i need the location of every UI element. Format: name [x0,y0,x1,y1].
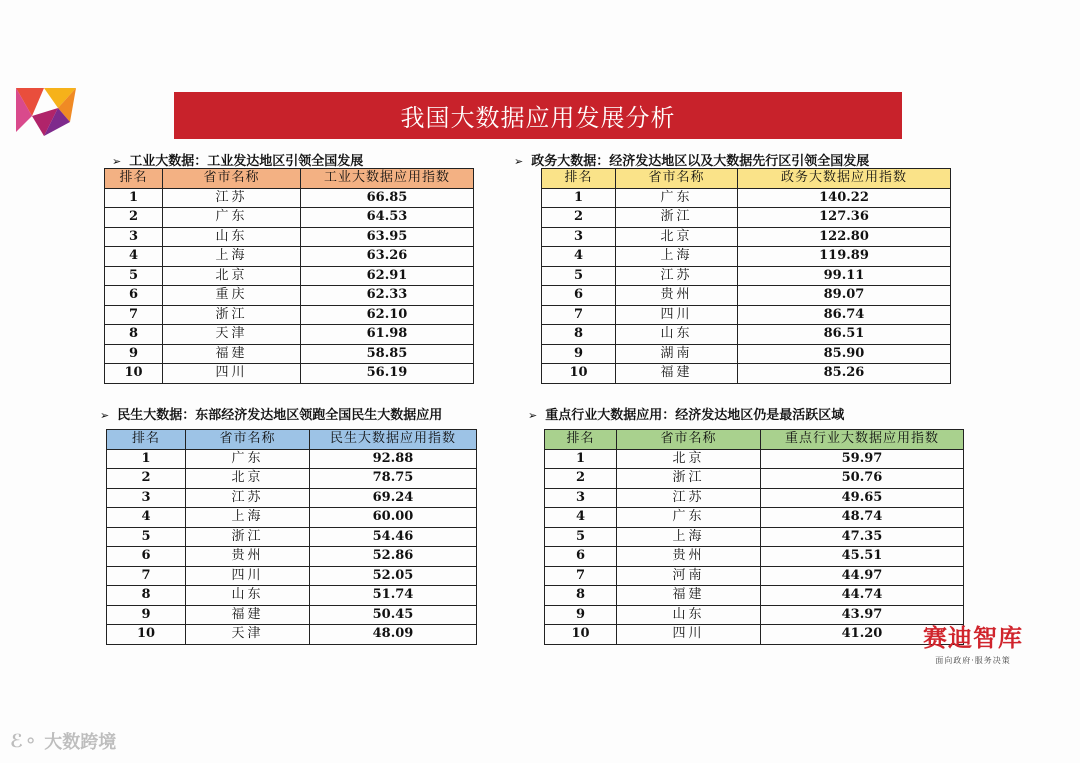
rank-cell: 2 [107,469,186,489]
province-cell: 浙江 [186,527,310,547]
rank-cell: 7 [107,566,186,586]
province-cell: 四川 [616,305,738,325]
index-value-cell: 119.89 [738,247,951,267]
province-cell: 山东 [186,586,310,606]
section-title-text: 民生大数据：东部经济发达地区领跑全国民生大数据应用 [117,408,443,423]
index-value-cell: 48.74 [761,508,964,528]
table-row [105,188,474,208]
table-row [545,566,964,586]
province-cell: 重庆 [163,286,301,306]
province-cell: 上海 [186,508,310,528]
table-header-row [542,169,951,189]
province-cell: 广东 [617,508,761,528]
province-cell: 北京 [617,449,761,469]
rank-cell: 9 [545,605,617,625]
province-cell: 福建 [163,344,301,364]
table-header-row [107,430,477,450]
index-value-cell: 63.26 [301,247,474,267]
rank-cell: 10 [107,625,186,645]
province-cell: 江苏 [163,188,301,208]
province-cell: 天津 [186,625,310,645]
arrow-icon: ➢ [100,409,110,422]
column-header: 省市名称 [163,169,301,189]
table-row [542,286,951,306]
table-row [105,325,474,345]
province-cell: 湖南 [616,344,738,364]
table-row [545,586,964,606]
brand-logo [908,618,1038,666]
province-cell: 浙江 [163,305,301,325]
province-cell: 浙江 [617,469,761,489]
table-header-row [545,430,964,450]
brand-name: 赛迪智库 [923,624,1023,652]
index-value-cell: 85.26 [738,364,951,384]
index-value-cell: 69.24 [310,488,477,508]
table-row [545,449,964,469]
rank-cell: 7 [105,305,163,325]
index-value-cell: 41.20 [761,625,964,645]
index-value-cell: 61.98 [301,325,474,345]
column-header: 排名 [545,430,617,450]
province-cell: 四川 [617,625,761,645]
table-row [542,247,951,267]
table-row [107,508,477,528]
index-value-cell: 62.91 [301,266,474,286]
column-header: 排名 [105,169,163,189]
rank-cell: 2 [105,208,163,228]
table-industrial [104,168,474,384]
index-value-cell: 62.33 [301,286,474,306]
province-cell: 北京 [186,469,310,489]
table-row [542,227,951,247]
table-row [107,469,477,489]
index-value-cell: 48.09 [310,625,477,645]
rank-cell: 4 [545,508,617,528]
table-row [542,188,951,208]
rank-cell: 3 [105,227,163,247]
province-cell: 天津 [163,325,301,345]
rank-cell: 6 [545,547,617,567]
index-value-cell: 52.86 [310,547,477,567]
index-value-cell: 47.35 [761,527,964,547]
section-title-livelihood [100,404,442,423]
table-row [107,527,477,547]
table-row [545,625,964,645]
table-row [105,305,474,325]
province-cell: 四川 [186,566,310,586]
column-header: 重点行业大数据应用指数 [761,430,964,450]
province-cell: 江苏 [616,266,738,286]
table-row [105,266,474,286]
page-title: 我国大数据应用发展分析 [174,92,902,139]
table-row [542,208,951,228]
province-cell: 广东 [163,208,301,228]
rank-cell: 10 [545,625,617,645]
brand-slogan: 面向政府·服务决策 [935,656,1011,665]
rank-cell: 1 [545,449,617,469]
table-row [545,605,964,625]
arrow-icon: ➢ [528,409,538,422]
province-cell: 贵州 [616,286,738,306]
column-header: 省市名称 [617,430,761,450]
rank-cell: 5 [542,266,616,286]
rank-cell: 1 [105,188,163,208]
rank-cell: 9 [107,605,186,625]
rank-cell: 7 [542,305,616,325]
watermark-text: 大数跨境 [44,732,117,753]
rank-cell: 8 [545,586,617,606]
rank-cell: 9 [105,344,163,364]
province-cell: 广东 [616,188,738,208]
rank-cell: 5 [105,266,163,286]
index-value-cell: 140.22 [738,188,951,208]
index-value-cell: 52.05 [310,566,477,586]
index-value-cell: 86.51 [738,325,951,345]
table-row [542,305,951,325]
table-row [105,247,474,267]
province-cell: 福建 [186,605,310,625]
table-row [107,586,477,606]
column-header: 工业大数据应用指数 [301,169,474,189]
column-header: 排名 [107,430,186,450]
province-cell: 江苏 [617,488,761,508]
table-livelihood [106,429,477,645]
table-row [107,566,477,586]
table-row [105,227,474,247]
province-cell: 江苏 [186,488,310,508]
table-row [542,344,951,364]
index-value-cell: 54.46 [310,527,477,547]
province-cell: 上海 [617,527,761,547]
table-row [542,325,951,345]
province-cell: 山东 [617,605,761,625]
province-cell: 山东 [616,325,738,345]
rank-cell: 3 [545,488,617,508]
section-title-government [514,150,869,169]
rank-cell: 1 [542,188,616,208]
province-cell: 福建 [616,364,738,384]
index-value-cell: 64.53 [301,208,474,228]
rank-cell: 5 [545,527,617,547]
table-row [107,488,477,508]
table-row [105,286,474,306]
index-value-cell: 58.85 [301,344,474,364]
section-title-text: 工业大数据：工业发达地区引领全国发展 [129,154,364,169]
table-row [545,469,964,489]
index-value-cell: 59.97 [761,449,964,469]
index-value-cell: 45.51 [761,547,964,567]
province-cell: 河南 [617,566,761,586]
column-header: 省市名称 [616,169,738,189]
rank-cell: 2 [545,469,617,489]
rank-cell: 4 [542,247,616,267]
rank-cell: 2 [542,208,616,228]
index-value-cell: 49.65 [761,488,964,508]
table-row [107,605,477,625]
rank-cell: 5 [107,527,186,547]
rank-cell: 6 [105,286,163,306]
table-row [105,344,474,364]
watermark [10,728,116,754]
table-row [542,266,951,286]
table-row [545,488,964,508]
index-value-cell: 50.76 [761,469,964,489]
index-value-cell: 63.95 [301,227,474,247]
column-header: 民生大数据应用指数 [310,430,477,450]
rank-cell: 3 [542,227,616,247]
index-value-cell: 50.45 [310,605,477,625]
index-value-cell: 44.74 [761,586,964,606]
rank-cell: 9 [542,344,616,364]
index-value-cell: 51.74 [310,586,477,606]
province-cell: 北京 [616,227,738,247]
section-title-text: 重点行业大数据应用：经济发达地区仍是最活跃区域 [545,408,845,423]
table-row [105,208,474,228]
table-row [107,625,477,645]
table-header-row [105,169,474,189]
rank-cell: 8 [107,586,186,606]
index-value-cell: 89.07 [738,286,951,306]
index-value-cell: 99.11 [738,266,951,286]
rank-cell: 8 [105,325,163,345]
province-cell: 山东 [163,227,301,247]
arrow-icon: ➢ [112,155,122,168]
rank-cell: 3 [107,488,186,508]
index-value-cell: 43.97 [761,605,964,625]
column-header: 省市名称 [186,430,310,450]
rank-cell: 1 [107,449,186,469]
rank-cell: 7 [545,566,617,586]
rank-cell: 8 [542,325,616,345]
rank-cell: 4 [105,247,163,267]
column-header: 政务大数据应用指数 [738,169,951,189]
index-value-cell: 85.90 [738,344,951,364]
index-value-cell: 122.80 [738,227,951,247]
section-title-text: 政务大数据：经济发达地区以及大数据先行区引领全国发展 [531,154,870,169]
arrow-icon: ➢ [514,155,524,168]
rank-cell: 6 [542,286,616,306]
province-cell: 北京 [163,266,301,286]
province-cell: 四川 [163,364,301,384]
column-header: 排名 [542,169,616,189]
index-value-cell: 60.00 [310,508,477,528]
wechat-watermark-icon: ℰ⚬ [10,730,39,752]
table-row [545,527,964,547]
index-value-cell: 127.36 [738,208,951,228]
table-row [545,508,964,528]
index-value-cell: 62.10 [301,305,474,325]
province-cell: 贵州 [617,547,761,567]
table-row [105,364,474,384]
rank-cell: 4 [107,508,186,528]
table-row [542,364,951,384]
index-value-cell: 92.88 [310,449,477,469]
table-row [107,449,477,469]
province-cell: 上海 [616,247,738,267]
index-value-cell: 66.85 [301,188,474,208]
province-cell: 上海 [163,247,301,267]
index-value-cell: 78.75 [310,469,477,489]
table-row [545,547,964,567]
section-title-key-industry [528,404,844,423]
table-government [541,168,951,384]
rank-cell: 10 [105,364,163,384]
province-cell: 浙江 [616,208,738,228]
rank-cell: 6 [107,547,186,567]
province-cell: 福建 [617,586,761,606]
table-key-industry [544,429,964,645]
logo-icon [14,86,80,142]
index-value-cell: 44.97 [761,566,964,586]
index-value-cell: 86.74 [738,305,951,325]
index-value-cell: 56.19 [301,364,474,384]
rank-cell: 10 [542,364,616,384]
province-cell: 广东 [186,449,310,469]
table-row [107,547,477,567]
province-cell: 贵州 [186,547,310,567]
section-title-industrial [112,150,363,169]
